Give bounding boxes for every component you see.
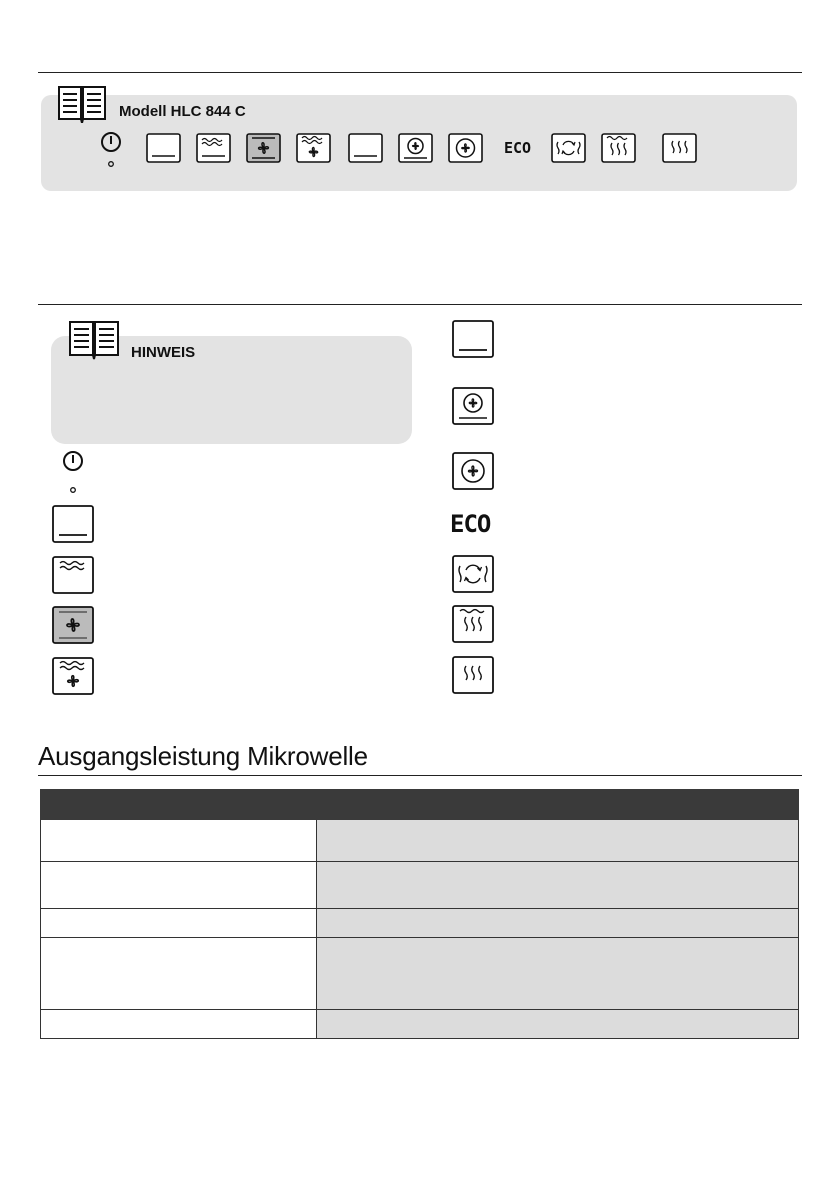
table-cell	[317, 820, 799, 862]
section-rule	[38, 304, 802, 305]
section-title: Ausgangsleistung Mikrowelle	[38, 741, 368, 771]
eco-icon: ECO	[450, 510, 491, 538]
table-header-cell	[317, 790, 799, 820]
table-cell	[41, 862, 317, 909]
hot-air-icon	[452, 452, 494, 490]
table-row	[41, 862, 799, 909]
table-cell	[317, 1010, 799, 1039]
top-bottom-heat-icon	[196, 133, 231, 163]
fan-grill-icon	[52, 606, 94, 644]
manual-book-icon	[68, 320, 120, 360]
model-title: Modell HLC 844 C	[119, 103, 246, 120]
eco-icon: ECO	[504, 139, 532, 157]
top-bottom-heat-icon	[52, 556, 94, 594]
microwave-icon	[452, 656, 494, 694]
microwave-grill-icon	[601, 133, 636, 163]
table-cell	[317, 938, 799, 1010]
defrost-icon	[551, 133, 586, 163]
table-cell	[41, 909, 317, 938]
top-fan-grill-icon	[296, 133, 331, 163]
table-cell	[317, 909, 799, 938]
table-cell	[41, 1010, 317, 1039]
table-header-row	[41, 790, 799, 820]
table-header-cell	[41, 790, 317, 820]
note-title: HINWEIS	[131, 344, 196, 361]
ring-fan-bottom-icon	[398, 133, 433, 163]
hot-air-icon	[448, 133, 483, 163]
power-icon	[61, 449, 85, 495]
top-fan-grill-icon	[52, 657, 94, 695]
bottom-heat-icon	[348, 133, 383, 163]
ring-fan-bottom-icon	[452, 387, 494, 425]
table-cell	[41, 938, 317, 1010]
power-icon	[99, 130, 123, 170]
fan-grill-icon	[246, 133, 281, 163]
top-rule	[38, 72, 802, 73]
section-title-rule	[38, 775, 802, 776]
manual-book-icon	[57, 85, 107, 123]
bottom-heat-icon	[146, 133, 181, 163]
bottom-heat-icon	[452, 320, 494, 358]
table-row	[41, 1010, 799, 1039]
table-row	[41, 938, 799, 1010]
table-cell	[41, 820, 317, 862]
microwave-grill-icon	[452, 605, 494, 643]
bottom-heat-icon	[52, 505, 94, 543]
table-row	[41, 909, 799, 938]
defrost-icon	[452, 555, 494, 593]
microwave-output-table	[40, 789, 799, 1039]
table-cell	[317, 862, 799, 909]
microwave-icon	[662, 133, 697, 163]
table-row	[41, 820, 799, 862]
